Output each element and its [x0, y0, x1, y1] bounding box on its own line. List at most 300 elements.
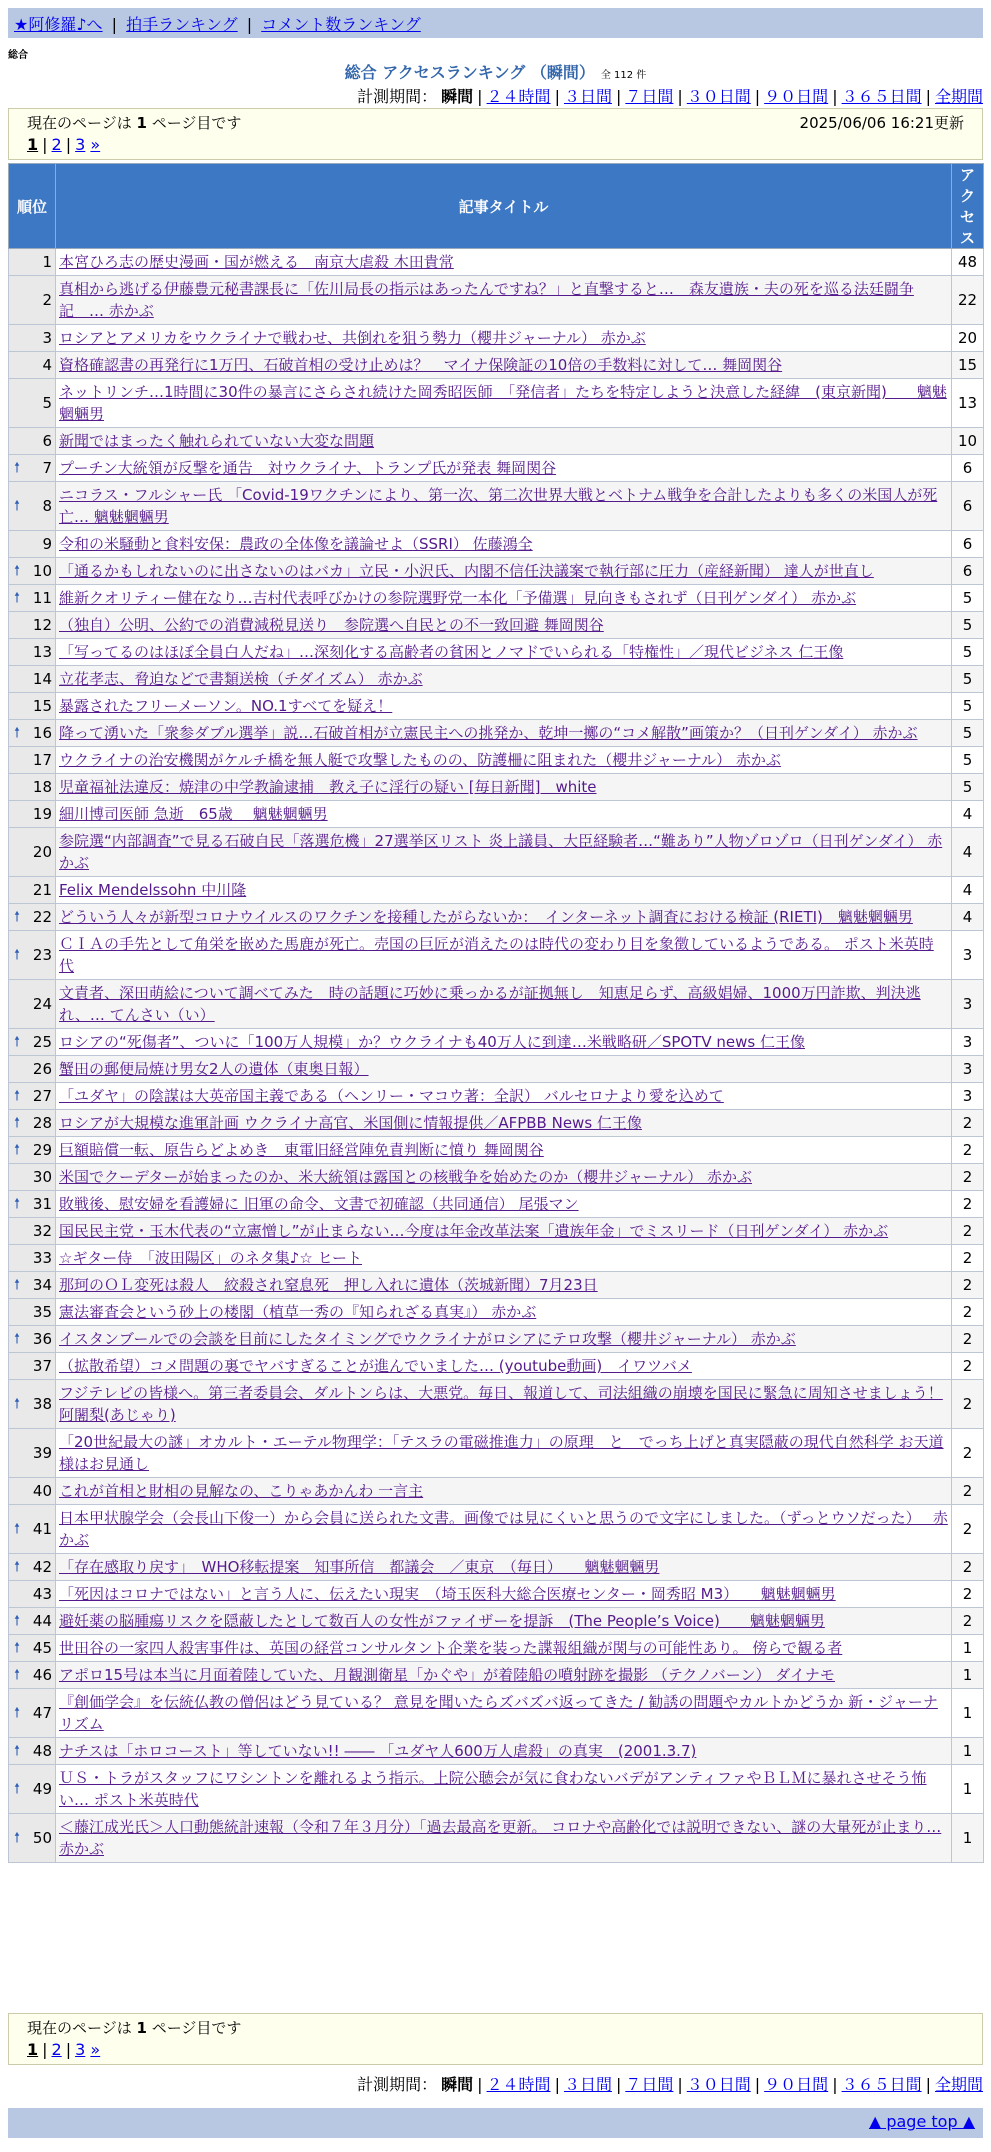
rank-number: 20 — [32, 843, 52, 861]
period-link[interactable]: ３日間 — [563, 87, 612, 106]
access-count: 4 — [952, 877, 984, 904]
rank-number: 30 — [32, 1168, 52, 1186]
page-status — [27, 112, 241, 133]
title-cell — [56, 1353, 952, 1380]
period-separator: | — [554, 87, 560, 106]
article-link[interactable]: イスタンブールでの会談を目前にしたタイミングでウクライナがロシアにテロ攻撃（櫻井ジャーナル） 赤かぶ — [59, 1330, 796, 1348]
rank-up-arrow-icon: 🠕 — [14, 1115, 21, 1131]
rank-cell — [9, 639, 56, 666]
rank-cell — [9, 980, 56, 1029]
access-count: 1 — [952, 1765, 984, 1814]
access-count: 1 — [952, 1635, 984, 1662]
rank-number: 18 — [32, 778, 52, 796]
rank-number: 37 — [32, 1357, 52, 1375]
rank-number: 27 — [32, 1087, 52, 1105]
table-row — [9, 455, 984, 482]
rank-cell — [9, 931, 56, 980]
rank-cell — [9, 1581, 56, 1608]
article-link[interactable]: （独自）公明、公約での消費減税見送り 参院選へ自民との不一致回避 舞岡関谷 — [59, 616, 604, 634]
next-page-link[interactable]: » — [90, 135, 101, 154]
rank-up-arrow-icon: 🠕 — [14, 947, 21, 963]
title-cell — [56, 693, 952, 720]
rank-number: 11 — [32, 589, 52, 607]
article-link[interactable]: 巨額賠償一転、原告らどよめき 東電旧経営陣免責判断に憤り 舞岡関谷 — [59, 1141, 544, 1159]
access-count: 20 — [952, 325, 984, 352]
access-count: 10 — [952, 428, 984, 455]
ranking-title: 総合 アクセスランキング （瞬間） — [344, 63, 595, 82]
table-row — [9, 877, 984, 904]
rank-number: 39 — [32, 1444, 52, 1462]
table-row — [9, 531, 984, 558]
rank-up-arrow-icon: 🠕 — [14, 1640, 21, 1656]
access-count: 1 — [952, 1689, 984, 1738]
page-separator: | — [65, 135, 72, 154]
article-link[interactable]: 資格確認書の再発行に1万円、石破首相の受け止めは？ マイナ保険証の10倍の手数料に対して… 舞岡関谷 — [59, 356, 783, 374]
title-cell — [56, 612, 952, 639]
rank-up-arrow-icon: 🠕 — [14, 1667, 21, 1683]
rank-cell — [9, 352, 56, 379]
rank-number: 12 — [32, 616, 52, 634]
period-separator: | — [925, 87, 931, 106]
access-count: 5 — [952, 612, 984, 639]
title-cell — [56, 558, 952, 585]
article-link[interactable]: 『創価学会』を伝統仏教の僧侶はどう見ている？ 意見を聞いたらズバズバ返ってきた / 勧誘の問題やカルトかどうか 新・ジャーナリズム — [59, 1693, 938, 1733]
title-cell — [56, 428, 952, 455]
title-cell — [56, 1429, 952, 1478]
article-link[interactable]: 本宮ひろ志の歴史漫画・国が燃える 南京大虐殺 木田貴常 — [59, 253, 454, 271]
rank-up-arrow-icon: 🠕 — [14, 1034, 21, 1050]
title-cell — [56, 720, 952, 747]
page-top-link[interactable]: ▲ page top ▲ — [868, 2112, 975, 2131]
rank-cell — [9, 1814, 56, 1863]
table-row — [9, 1765, 984, 1814]
article-link[interactable]: 「20世紀最大の謎」オカルト・エーテル物理学：「テスラの電磁推進力」の原理 と でっち上げと真実隠蔽の現代自然科学 お天道様はお見通し — [59, 1433, 944, 1473]
article-link[interactable]: 参院選“内部調査”で見る石破自民「落選危機」27選挙区リスト 炎上議員、大臣経験者…“難あり”人物ゾロゾロ（日刊ゲンダイ） 赤かぶ — [59, 832, 943, 872]
article-link[interactable]: ＣＩＡの手先として角栄を嵌めた馬鹿が死亡。売国の巨匠が消えたのは時代の変わり目を象徴しているようである。 ポスト米英時代 — [59, 935, 934, 975]
rank-up-arrow-icon: 🠕 — [14, 1559, 21, 1575]
period-link[interactable]: ７日間 — [625, 87, 674, 106]
page-link[interactable]: 3 — [75, 2040, 86, 2059]
rank-number: 34 — [32, 1276, 52, 1294]
table-row — [9, 693, 984, 720]
article-link[interactable]: 暴露されたフリーメーソン。NO.1すべてを疑え！ — [59, 697, 393, 715]
rank-up-arrow-icon: 🠕 — [14, 1331, 21, 1347]
access-count: 3 — [952, 1083, 984, 1110]
page-links — [27, 2040, 964, 2059]
access-count: 6 — [952, 558, 984, 585]
page-separator: | — [42, 135, 48, 154]
rank-number: 33 — [32, 1249, 52, 1267]
rank-cell — [9, 1245, 56, 1272]
access-count: 6 — [952, 455, 984, 482]
rank-up-arrow-icon: 🠕 — [14, 1830, 21, 1846]
title-cell — [56, 1554, 952, 1581]
rank-number: 22 — [32, 908, 52, 926]
table-row — [9, 720, 984, 747]
pager-box-bottom — [8, 2013, 983, 2065]
article-link[interactable]: ロシアとアメリカをウクライナで戦わせ、共倒れを狙う勢力（櫻井ジャーナル） 赤かぶ — [59, 329, 646, 347]
rank-up-arrow-icon: 🠕 — [14, 909, 21, 925]
table-row — [9, 747, 984, 774]
article-link[interactable]: 米国でクーデターが始まったのか、米大統領は露国との核戦争を始めたのか（櫻井ジャーナル） 赤かぶ — [59, 1168, 752, 1186]
rank-up-arrow-icon: 🠕 — [14, 460, 21, 476]
article-link[interactable]: ＜藤江成光氏＞人口動態統計速報（令和７年３月分）「過去最高を更新。 コロナや高齢化では説明できない、謎の大量死が止まり… 赤かぶ — [59, 1818, 942, 1858]
rank-number: 44 — [32, 1612, 52, 1630]
period-link[interactable]: 全期間 — [934, 87, 983, 106]
access-count: 13 — [952, 379, 984, 428]
rank-cell — [9, 1505, 56, 1554]
table-row — [9, 249, 984, 276]
table-row — [9, 1635, 984, 1662]
rank-number: 50 — [32, 1829, 52, 1847]
article-link[interactable]: 国民民主党・玉木代表の“立憲憎し”が止まらない…今度は年金改革法案「遺族年金」でミスリード（日刊ゲンダイ） 赤かぶ — [59, 1222, 889, 1240]
article-link[interactable]: 降って湧いた「衆参ダブル選挙」説…石破首相が立憲民主への挑発か、乾坤一擲の“コメ解散”画策か？（日刊ゲンダイ） 赤かぶ — [59, 724, 918, 742]
period-separator: | — [925, 2075, 931, 2094]
rank-number: 26 — [32, 1060, 52, 1078]
title-cell — [56, 1272, 952, 1299]
title-column-header: 記事タイトル — [56, 164, 952, 249]
table-row — [9, 1191, 984, 1218]
page-links — [27, 135, 964, 154]
title-cell — [56, 379, 952, 428]
ranking-table — [8, 163, 984, 1863]
table-row — [9, 828, 984, 877]
rank-number: 46 — [32, 1666, 52, 1684]
rank-up-arrow-icon: 🠕 — [14, 1396, 21, 1412]
page-status-suffix: ページ目です — [151, 114, 242, 132]
rank-cell — [9, 1429, 56, 1478]
table-row — [9, 931, 984, 980]
title-cell — [56, 1164, 952, 1191]
period-separator: | — [754, 87, 761, 106]
rank-number: 17 — [32, 751, 52, 769]
article-link[interactable]: これが首相と財相の見解なの、こりゃあかんわ 一言主 — [59, 1482, 424, 1500]
table-row — [9, 585, 984, 612]
access-count: 1 — [952, 1814, 984, 1863]
rank-number: 38 — [32, 1395, 52, 1413]
table-row — [9, 1326, 984, 1353]
title-cell — [56, 325, 952, 352]
article-link[interactable]: ロシアが大規模な進軍計画 ウクライナ高官、米国側に情報提供／AFPBB News 仁王像 — [59, 1114, 642, 1132]
title-cell — [56, 482, 952, 531]
rank-number: 4 — [42, 356, 52, 374]
article-link[interactable]: 憲法審査会という砂上の楼閣（植草一秀の『知られざる真実』） 赤かぶ — [59, 1303, 537, 1321]
period-separator: | — [832, 87, 838, 106]
rank-number: 1 — [42, 253, 52, 271]
access-count: 2 — [952, 1380, 984, 1429]
article-link[interactable]: 児童福祉法違反：焼津の中学教諭逮捕 教え子に淫行の疑い [毎日新聞] white — [59, 778, 597, 796]
title-cell — [56, 1478, 952, 1505]
table-row — [9, 1083, 984, 1110]
access-count: 22 — [952, 276, 984, 325]
article-link[interactable]: ニコラス・フルシャー氏 「Covid-19ワクチンにより、第一次、第二次世界大戦とベトナム戦争を合計したよりも多くの米国人が死亡… 魑魅魍魎男 — [59, 486, 938, 526]
article-link[interactable]: ロシアの“死傷者”、ついに「100万人規模」か？ウクライナも40万人に到達…米戦略研／SPOTV news 仁王像 — [59, 1033, 805, 1051]
rank-cell — [9, 1662, 56, 1689]
updated-timestamp: 2025/06/06 16:21更新 — [799, 114, 964, 132]
comment-ranking-link[interactable]: コメント数ランキング — [261, 15, 421, 34]
access-count: 5 — [952, 639, 984, 666]
rank-up-arrow-icon: 🠕 — [14, 1705, 21, 1721]
page-status-suffix: ページ目です — [151, 2019, 242, 2037]
rank-cell — [9, 720, 56, 747]
table-row — [9, 379, 984, 428]
rank-cell — [9, 1689, 56, 1738]
title-cell — [56, 877, 952, 904]
period-link[interactable]: ９０日間 — [764, 2075, 829, 2094]
access-count: 3 — [952, 980, 984, 1029]
period-link[interactable]: ２４時間 — [486, 2075, 551, 2094]
title-cell — [56, 1083, 952, 1110]
rank-cell — [9, 1738, 56, 1765]
article-link[interactable]: ナチスは「ホロコースト」等していない!! ―― 「ユダヤ人600万人虐殺」の真実 (2001.3.7) — [59, 1742, 697, 1760]
article-link[interactable]: 敗戦後、慰安婦を看護婦に 旧軍の命令、文書で初確認（共同通信） 尾張マン — [59, 1195, 579, 1213]
title-cell — [56, 1662, 952, 1689]
period-link[interactable]: ７日間 — [625, 2075, 674, 2094]
article-link[interactable]: 細川博司医師 急逝 65歳 魑魅魍魎男 — [59, 805, 328, 823]
rank-cell — [9, 747, 56, 774]
rank-cell — [9, 1137, 56, 1164]
access-count: 2 — [952, 1164, 984, 1191]
article-link[interactable]: 「死因はコロナではない」と言う人に、伝えたい現実 （埼玉医科大総合医療センター・岡秀昭 M3） 魑魅魍魎男 — [59, 1585, 836, 1603]
rank-number: 5 — [42, 394, 52, 412]
period-link[interactable]: ３０日間 — [686, 87, 751, 106]
table-row — [9, 352, 984, 379]
rank-number: 9 — [42, 535, 52, 553]
rank-number: 15 — [32, 697, 52, 715]
article-link[interactable]: 令和の米騒動と食料安保：農政の全体像を議論せよ（SSRI） 佐藤鴻全 — [59, 535, 533, 553]
article-link[interactable]: 世田谷の一家四人殺害事件は、英国の経営コンサルタント企業を装った諜報組織が関与の可能性あり。 傍らで観る者 — [59, 1639, 843, 1657]
table-header-row — [9, 164, 984, 249]
article-link[interactable]: 「存在感取り戻す」 WHO移転提案 知事所信 都議会 ／東京 （毎日） 魑魅魍魎男 — [59, 1558, 660, 1576]
article-link[interactable]: ＵＳ・トラがスタッフにワシントンを離れるよう指示。上院公聴会が気に食わないバデがアンティファやＢＬＭに暴れさせそう怖い… ポスト米英時代 — [59, 1769, 927, 1809]
rank-number: 2 — [42, 291, 52, 309]
rank-up-arrow-icon: 🠕 — [14, 1521, 21, 1537]
access-count: 2 — [952, 1326, 984, 1353]
rank-cell — [9, 1353, 56, 1380]
article-link[interactable]: 維新クオリティー健在なり…吉村代表呼びかけの参院選野党一本化「予備選」見向きもされず（日刊ゲンダイ） 赤かぶ — [59, 589, 857, 607]
article-link[interactable]: 「ユダヤ」の陰謀は大英帝国主義である（ヘンリー・マコウ著：全訳） バルセロナより愛を込めて — [59, 1087, 724, 1105]
table-row — [9, 1056, 984, 1083]
title-cell — [56, 1765, 952, 1814]
rank-cell — [9, 877, 56, 904]
access-count: 2 — [952, 1608, 984, 1635]
rank-up-arrow-icon: 🠕 — [14, 498, 21, 514]
period-separator: | — [477, 87, 483, 106]
rank-number: 35 — [32, 1303, 52, 1321]
rank-cell — [9, 1191, 56, 1218]
rank-cell — [9, 455, 56, 482]
access-count: 3 — [952, 1029, 984, 1056]
rank-cell — [9, 276, 56, 325]
rank-cell — [9, 1554, 56, 1581]
title-cell — [56, 1326, 952, 1353]
table-row — [9, 639, 984, 666]
rank-cell — [9, 1083, 56, 1110]
table-row — [9, 666, 984, 693]
article-link[interactable]: プーチン大統領が反撃を通告 対ウクライナ、トランプ氏が発表 舞岡関谷 — [59, 459, 557, 477]
access-count: 4 — [952, 828, 984, 877]
rank-cell — [9, 693, 56, 720]
article-link[interactable]: Felix Mendelssohn 中川隆 — [59, 881, 247, 899]
rank-cell — [9, 1478, 56, 1505]
access-count: 5 — [952, 693, 984, 720]
article-link[interactable]: 蟹田の郵便局焼け男女2人の遺体（東奥日報） — [59, 1060, 369, 1078]
period-link[interactable]: 全期間 — [934, 2075, 983, 2094]
rank-cell — [9, 1272, 56, 1299]
title-cell — [56, 1689, 952, 1738]
page-status-prefix: 現在のページは — [27, 114, 132, 132]
page-title — [8, 60, 983, 83]
title-cell — [56, 774, 952, 801]
pager-box — [8, 108, 983, 160]
article-link[interactable]: 「写ってるのはほぼ全員白人だね」…深刻化する高齢者の貧困とノマドでいられる「特権性」／現代ビジネス 仁王像 — [59, 643, 844, 661]
table-row — [9, 1029, 984, 1056]
access-count: 1 — [952, 1738, 984, 1765]
period-separator: | — [832, 2075, 838, 2094]
period-selector-bottom — [357, 2072, 983, 2095]
rank-cell — [9, 1326, 56, 1353]
title-cell — [56, 666, 952, 693]
page-link[interactable]: 2 — [51, 135, 62, 154]
rank-number: 14 — [32, 670, 52, 688]
period-separator: | — [677, 87, 683, 106]
page-separator: | — [42, 2040, 48, 2059]
access-column-header: アクセス — [952, 164, 984, 249]
rank-up-arrow-icon: 🠕 — [14, 563, 21, 579]
table-row — [9, 558, 984, 585]
article-link[interactable]: 立花孝志、脅迫などで書類送検（チダイズム） 赤かぶ — [59, 670, 423, 688]
rank-number: 25 — [32, 1033, 52, 1051]
rank-cell — [9, 1380, 56, 1429]
rank-number: 43 — [32, 1585, 52, 1603]
rank-cell — [9, 558, 56, 585]
table-row — [9, 325, 984, 352]
access-count: 5 — [952, 774, 984, 801]
applause-ranking-link[interactable]: 拍手ランキング — [126, 15, 238, 34]
title-cell — [56, 828, 952, 877]
access-count: 5 — [952, 585, 984, 612]
access-count: 2 — [952, 1191, 984, 1218]
rank-cell — [9, 1635, 56, 1662]
rank-cell — [9, 1110, 56, 1137]
period-current: 瞬間 — [441, 87, 474, 106]
rank-cell — [9, 666, 56, 693]
title-cell — [56, 1299, 952, 1326]
period-separator: | — [615, 2075, 622, 2094]
access-count: 2 — [952, 1353, 984, 1380]
rank-cell — [9, 1164, 56, 1191]
period-separator: | — [754, 2075, 761, 2094]
rank-number: 16 — [32, 724, 52, 742]
title-cell — [56, 1137, 952, 1164]
rank-number: 8 — [42, 497, 52, 515]
table-row — [9, 1272, 984, 1299]
rank-number: 32 — [32, 1222, 52, 1240]
period-link[interactable]: ２４時間 — [486, 87, 551, 106]
rank-number: 28 — [32, 1114, 52, 1132]
rank-number: 24 — [32, 995, 52, 1013]
table-row — [9, 428, 984, 455]
rank-cell — [9, 1608, 56, 1635]
access-count: 2 — [952, 1137, 984, 1164]
home-link[interactable]: ★阿修羅♪へ — [14, 15, 103, 34]
title-cell — [56, 249, 952, 276]
article-link[interactable]: 「通るかもしれないのに出さないのはバカ」立民・小沢氏、内閣不信任決議案で執行部に圧力（産経新聞） 達人が世直し — [59, 562, 874, 580]
title-cell — [56, 1608, 952, 1635]
next-page-link[interactable]: » — [90, 2040, 101, 2059]
page-link[interactable]: 3 — [75, 135, 86, 154]
rank-cell — [9, 774, 56, 801]
rank-up-arrow-icon: 🠕 — [14, 1196, 21, 1212]
rank-up-arrow-icon: 🠕 — [14, 590, 21, 606]
article-link[interactable]: ウクライナの治安機関がケルチ橋を無人艇で攻撃したものの、防護柵に阻まれた（櫻井ジャーナル） 赤かぶ — [59, 751, 781, 769]
period-link[interactable]: ９０日間 — [764, 87, 829, 106]
rank-number: 6 — [42, 432, 52, 450]
title-cell — [56, 1505, 952, 1554]
period-link[interactable]: ３６５日間 — [841, 87, 922, 106]
article-link[interactable]: ネットリンチ…1時間に30件の暴言にさらされ続けた岡秀昭医師 「発信者」たちを特定しようと決意した経緯 (東京新聞) 魑魅魍魎男 — [59, 383, 947, 423]
article-link[interactable]: 新聞ではまったく触れられていない大変な問題 — [59, 432, 375, 450]
rank-cell — [9, 828, 56, 877]
period-separator: | — [477, 2075, 483, 2094]
article-link[interactable]: 真相から逃げる伊藤豊元秘書課長に「佐川局長の指示はあったんですね？」と直撃すると… 森友遺族・夫の死を巡る法廷闘争記 … 赤かぶ — [59, 280, 914, 320]
rank-cell — [9, 585, 56, 612]
rank-cell — [9, 482, 56, 531]
access-count: 2 — [952, 1110, 984, 1137]
table-row — [9, 1554, 984, 1581]
rank-up-arrow-icon: 🠕 — [14, 1277, 21, 1293]
access-count: 3 — [952, 931, 984, 980]
title-cell — [56, 747, 952, 774]
rank-cell — [9, 428, 56, 455]
table-row — [9, 904, 984, 931]
article-link[interactable]: アポロ15号は本当に月面着陸していた、月観測衛星「かぐや」が着陸船の噴射跡を撮影 （テクノバーン） ダイナモ — [59, 1666, 835, 1684]
article-link[interactable]: ☆ギター侍 「波田陽区」のネタ集♪☆ ヒート — [59, 1249, 362, 1267]
rank-number: 10 — [32, 562, 52, 580]
table-row — [9, 1164, 984, 1191]
access-count: 6 — [952, 482, 984, 531]
article-link[interactable]: 避妊薬の脳腫瘍リスクを隠蔽したとして数百人の女性がファイザーを提訴 (The People’s Voice) 魑魅魍魎男 — [59, 1612, 825, 1630]
access-count: 1 — [952, 1662, 984, 1689]
article-link[interactable]: フジテレビの皆様へ。第三者委員会、ダルトンらは、大悪党。毎日、報道して、司法組織の崩壊を国民に緊急に周知させましょう！ 阿闍梨(あじゃり) — [59, 1384, 943, 1424]
section-label: 総合 — [8, 50, 28, 61]
access-count: 5 — [952, 666, 984, 693]
article-link[interactable]: どういう人々が新型コロナウイルスのワクチンを接種したがらないか： インターネット調査における検証 (RIETI) 魑魅魍魎男 — [59, 908, 913, 926]
rank-up-arrow-icon: 🠕 — [14, 1088, 21, 1104]
access-count: 4 — [952, 801, 984, 828]
table-row — [9, 1299, 984, 1326]
period-link[interactable]: ３０日間 — [686, 2075, 751, 2094]
page-link[interactable]: 2 — [51, 2040, 62, 2059]
article-link[interactable]: 那珂のＯＬ変死は殺人 絞殺され窒息死 押し入れに遺体（茨城新聞）7月23日 — [59, 1276, 598, 1294]
page-status — [27, 2017, 241, 2038]
access-count: 2 — [952, 1299, 984, 1326]
period-separator: | — [554, 2075, 560, 2094]
article-link[interactable]: 文責者、深田萌絵について調べてみた 時の話題に巧妙に乗っかるが証拠無し 知恵足らず、高級娼婦、1000万円詐欺、判決逃れ、… てんさい（い） — [59, 984, 921, 1024]
article-link[interactable]: 日本甲状腺学会（会長山下俊一）から会員に送られた文書。画像では見にくいと思うので文字にしました。（ずっとウソだった） 赤かぶ — [59, 1509, 948, 1549]
period-link[interactable]: ３６５日間 — [841, 2075, 922, 2094]
rank-cell — [9, 1029, 56, 1056]
table-row — [9, 612, 984, 639]
period-link[interactable]: ３日間 — [563, 2075, 612, 2094]
rank-number: 3 — [42, 329, 52, 347]
title-cell — [56, 1029, 952, 1056]
article-link[interactable]: （拡散希望）コメ問題の裏でヤバすぎることが進んでいました… (youtube動画) イワツバメ — [59, 1357, 692, 1375]
access-count: 15 — [952, 352, 984, 379]
title-cell — [56, 1218, 952, 1245]
current-page: 1 — [27, 135, 39, 154]
rank-up-arrow-icon: 🠕 — [14, 725, 21, 741]
